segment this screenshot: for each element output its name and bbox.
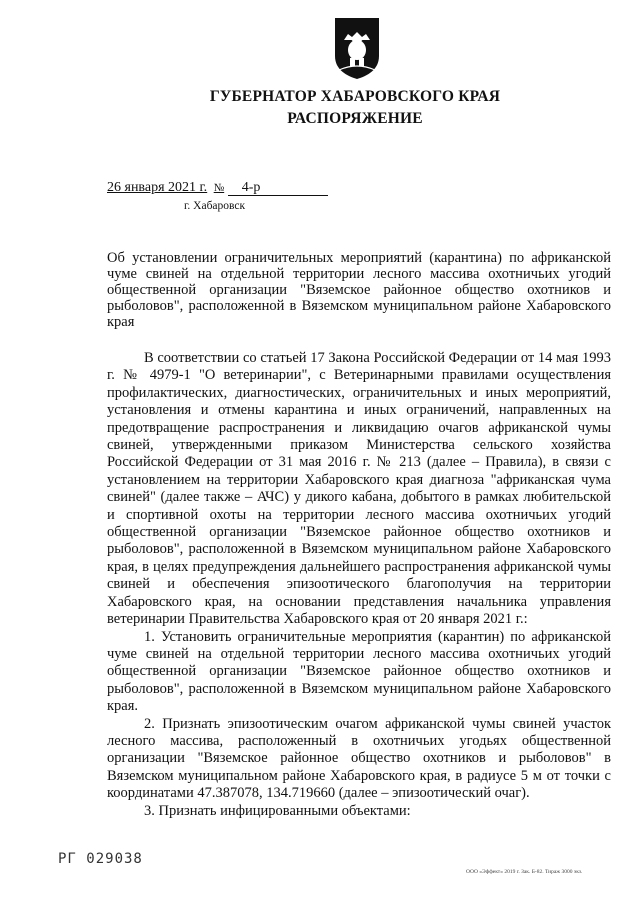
clause-1-paragraph: 1. Установить ограничительные мероприятия (карантин) по африканской чуме свиней на отдельной территории лесного массива охотничьих угодий общественной организации "Вяземское районное общество охотников и рыболовов", расположенной в Вяземском муниципальном районе Хабаровского края. bbox=[107, 628, 611, 715]
preamble-paragraph: В соответствии со статьей 17 Закона Российской Федерации от 14 мая 1993 г. № 4979-1 "О ветеринарии", с Ветеринарными правилами осуществления профилактических, диагностических, ограничительных и иных мероприятий, установления и отмены карантина и иных ограничений, направленных на предотвращение распространения и ликвидацию очагов африканской чумы свиней, утвержденными приказом Министерства сельского хозяйства Российской Федерации от 31 мая 2016 г. № 213 (далее – Правила), в связи с установлением на территории Хабаровского края диагноза "африканская чума свиней" (далее также – АЧС) у дикого кабана, добытого в рамках любительской и спортивной охоты на территории лесного массива охотничьих угодий общественной организации "Вяземское районное общество охотников и рыболовов", расположенной в Вяземском муниципальном районе Хабаровского края, в целях предупреждения дальнейшего распространения африканской чумы свиней и обеспечения эпизоотического благополучия на территории Хабаровского края, на основании представления начальника управления ветеринарии Правительства Хабаровского края от 20 января 2021 г.: bbox=[107, 350, 611, 628]
date-number-line bbox=[107, 180, 328, 196]
registration-number: РГ 029038 bbox=[58, 851, 143, 867]
coat-of-arms-icon bbox=[331, 12, 383, 80]
document-number: 4-р bbox=[228, 180, 328, 196]
clause-2-paragraph: 2. Признать эпизоотическим очагом африканской чумы свиней участок лесного массива, расположенный в охотничьих угодьях общественной организации "Вяземское районное общество охотников и рыболовов" в Вяземском муниципальном районе Хабаровского края, в радиусе 5 м от точки с координатами 47.387078, 134.719660 (далее – эпизоотический очаг). bbox=[107, 715, 611, 802]
print-info: ООО «Эффект» 2019 г. Зак. Б-82. Тираж 3000 экз. bbox=[466, 869, 583, 875]
document-type-title: РАСПОРЯЖЕНИЕ bbox=[287, 110, 423, 127]
clause-3-paragraph: 3. Признать инфицированными объектами: bbox=[144, 802, 411, 819]
document-city: г. Хабаровск bbox=[184, 200, 246, 212]
document-subject: Об установлении ограничительных мероприятий (карантина) по африканской чуме свиней на отдельной территории лесного массива охотничьих угодий общественной организации "Вяземское районное общество охотников и рыболовов", расположенной в Вяземском муниципальном районе Хабаровского края bbox=[107, 250, 611, 330]
issuer-title: ГУБЕРНАТОР ХАБАРОВСКОГО КРАЯ bbox=[209, 88, 501, 105]
document-body bbox=[107, 350, 611, 820]
document-date: 26 января 2021 г. bbox=[107, 180, 208, 195]
number-label: № bbox=[213, 182, 225, 194]
